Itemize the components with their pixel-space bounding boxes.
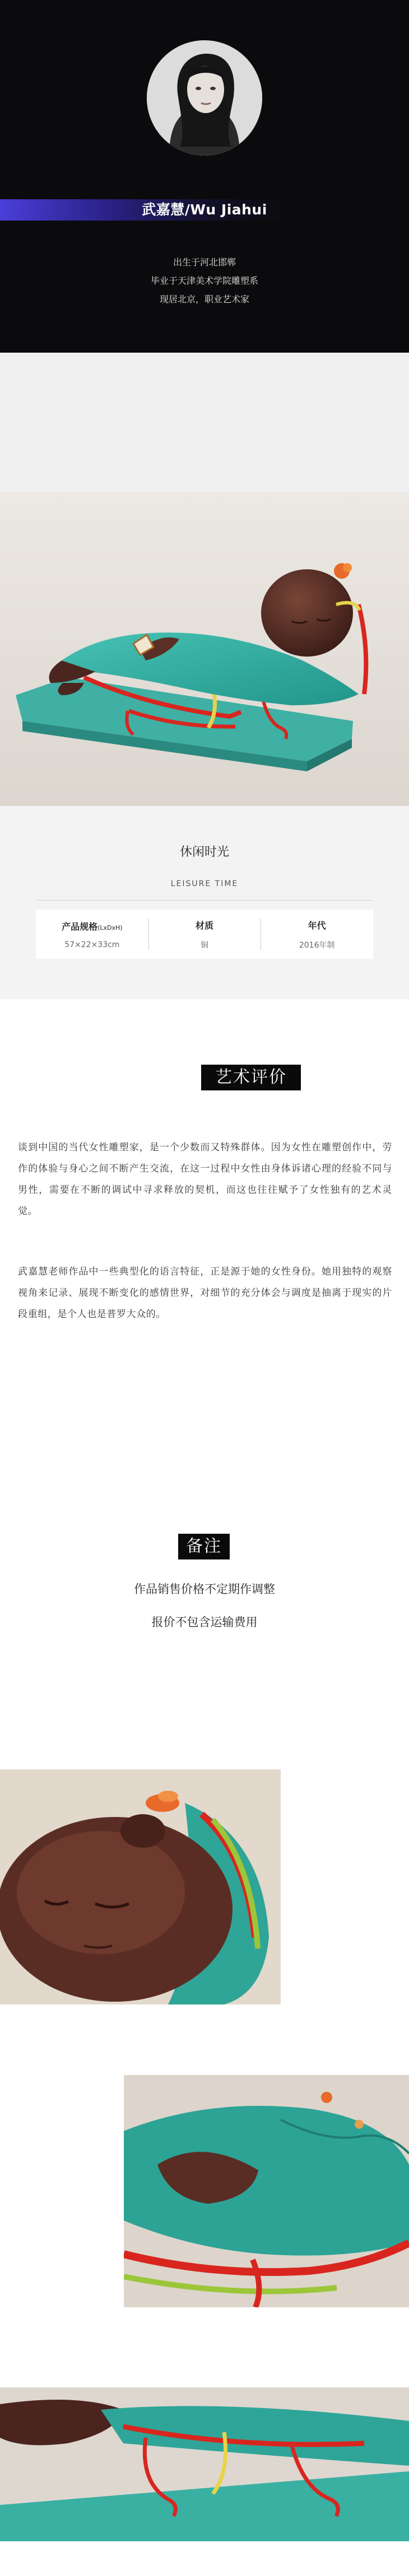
spacer [0, 353, 409, 493]
artist-avatar [147, 40, 262, 156]
spec-label: 产品规格 [62, 921, 98, 932]
spec-label-suffix: (LxDxH) [97, 924, 123, 931]
sculpture-main-photo [0, 493, 409, 806]
artist-header [0, 0, 409, 353]
work-info-section [0, 806, 409, 999]
portrait-photo-icon [147, 40, 262, 156]
review-paragraph: 武嘉慧老师作品中一些典型化的语言特征，正是源于她的女性身份。她用独特的观察视角来记录、展现不断变化的感情世界，对细节的充分体会与调度是抽离于现实的片段重组，是个人也是普罗大众的。 [18, 1266, 392, 1320]
spec-size [36, 910, 148, 959]
spec-year [261, 910, 373, 959]
spec-table [36, 910, 373, 959]
bio-line: 毕业于天津美术学院雕塑系 [150, 275, 258, 286]
sculpture-detail-head-photo [0, 1769, 281, 2004]
note-line: 作品销售价格不定期作调整 [134, 1582, 275, 1596]
spec-value: 铜 [201, 940, 208, 950]
bio-line: 现居北京，职业艺术家 [159, 294, 249, 305]
spec-value: 57×22×33cm [64, 940, 120, 949]
note-line: 报价不包含运输费用 [151, 1615, 258, 1629]
artist-name: 武嘉慧/Wu Jiahui [142, 202, 267, 218]
artist-bio [0, 253, 409, 308]
work-subtitle: LEISURE TIME [170, 879, 239, 888]
spec-label: 材质 [196, 920, 214, 931]
review-heading: 艺术评价 [201, 1065, 301, 1090]
review-paragraph: 谈到中国的当代女性雕塑家，是一个少数而又特殊群体。因为女性在雕塑创作中，劳作的体验与身心之间不断产生交流，在这一过程中女性由身体诉诸心理的经验不同与男性，需要在不断的调试中寻求释放的契机，而这也往往赋予了女性独有的艺术灵觉。 [18, 1142, 392, 1217]
work-title: 休闲时光 [179, 845, 229, 859]
spec-material [148, 910, 261, 959]
spec-label: 年代 [308, 920, 326, 931]
divider [36, 900, 373, 901]
bio-line: 出生于河北邯郸 [173, 257, 236, 268]
sculpture-detail-legs-photo [0, 2387, 409, 2541]
sculpture-detail-torso-photo [124, 2075, 409, 2307]
spec-value: 2016年制 [299, 940, 335, 950]
note-heading: 备注 [178, 1534, 230, 1559]
